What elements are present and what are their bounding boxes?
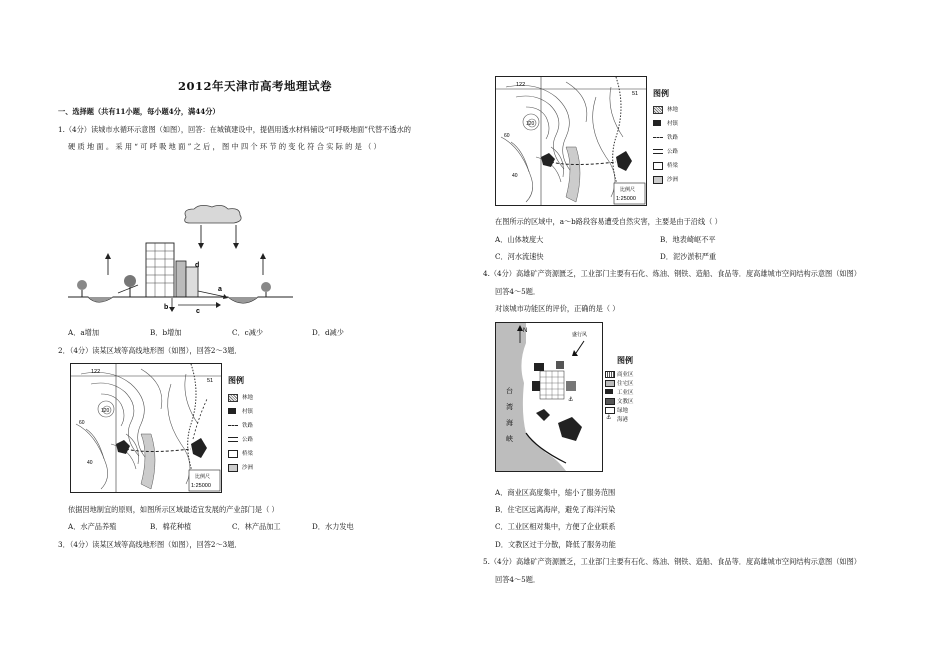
scale-value: 1:25000 (616, 196, 636, 202)
legend-education: 文教区 (617, 399, 634, 405)
topo-legend-title-right: 图例 (653, 88, 669, 98)
contour-label: 60 (504, 133, 510, 139)
legend-bridge: 桥梁 (667, 163, 679, 169)
legend-industrial: 工业区 (617, 390, 634, 396)
q3-option-b[interactable]: B．地表崎岖不平 (660, 235, 716, 244)
q5-stem: 5.（4分）高雄矿产资源匮乏，工业部门主要有石化、炼油、钢铁、造船、食品等．度高雄城市空间结构示意图（如图） (483, 557, 861, 566)
contour-label: 122 (91, 369, 101, 375)
fig-label-d: d (195, 262, 200, 269)
legend-village: 村镇 (242, 409, 254, 415)
q4-stem2: 回答4～5题． (495, 287, 541, 296)
topo-legend-left (228, 392, 268, 476)
water-cycle-figure (68, 205, 298, 315)
topo-legend-title-left: 图例 (228, 375, 244, 385)
city-legend-title: 图例 (617, 355, 633, 365)
topo-map-right (495, 76, 647, 206)
legend-residential: 住宅区 (617, 381, 634, 387)
legend-commercial: 商业区 (617, 372, 634, 378)
fig-label-a: a (218, 286, 222, 293)
legend-greenland: 绿地 (617, 408, 629, 414)
legend-forest: 林地 (242, 395, 254, 401)
q2-option-b[interactable]: B．棉花种植 (150, 522, 192, 531)
sea-label-2: 湾 (506, 403, 513, 411)
scale-label: 比例尺 (195, 474, 211, 480)
contour-label: 122 (516, 82, 526, 88)
q4-option-b[interactable]: B．住宅区远离海岸，避免了海洋污染 (495, 505, 616, 514)
port-icon: ⚓ (568, 396, 574, 403)
fig-label-b: b (164, 304, 169, 311)
sea-label-4: 峡 (506, 435, 513, 443)
fig-label-c: c (196, 308, 200, 315)
q1-option-a[interactable]: A．a增加 (68, 328, 100, 337)
q2-question: 依据因地制宜的原则，如图所示区域最适宜发展的产业部门是（ ） (68, 505, 279, 514)
contour-label: 40 (512, 173, 518, 179)
q1-option-c[interactable]: C．c减少 (232, 328, 264, 337)
contour-label: 51 (632, 91, 639, 97)
topo-legend-right (653, 104, 693, 188)
topo-map-left (70, 363, 222, 493)
contour-label: 120 (101, 408, 110, 414)
legend-road: 公路 (667, 149, 679, 155)
page-title: 2012年天津市高考地理试卷 (178, 79, 333, 93)
legend-harbor: 海港 (617, 417, 629, 423)
legend-road: 公路 (242, 437, 254, 443)
q4-option-c[interactable]: C．工业区相对集中，方便了企业联系 (495, 522, 616, 531)
q4-option-d[interactable]: D．文教区过于分散，降低了服务功能 (495, 540, 616, 549)
scale-label: 比例尺 (620, 187, 636, 193)
legend-railway: 铁路 (667, 135, 679, 141)
q4-option-a[interactable]: A．商业区高度集中，缩小了服务范围 (495, 488, 616, 497)
q4-question: 对该城市功能区的评价，正确的是（ ） (495, 304, 620, 313)
cloud-icon (185, 205, 241, 223)
q2-option-c[interactable]: C．林产品加工 (232, 522, 281, 531)
contour-label: 51 (207, 378, 214, 384)
q1-stem-line1: 1.（4分）读城市水循环示意图（如图），回答：在城镇建设中，提倡用透水材料铺设“可呼吸地面”代替不透水的 (58, 125, 411, 134)
legend-sandbar: 沙洲 (242, 465, 254, 471)
north-label: N (523, 328, 528, 334)
legend-forest: 林地 (667, 107, 679, 113)
q2-option-d[interactable]: D．水力发电 (312, 522, 354, 531)
q4-stem: 4.（4分）高雄矿产资源匮乏，工业部门主要有石化、炼油、钢铁、造船、食品等．度高雄城市空间结构示意图（如图） (483, 269, 861, 278)
legend-village: 村镇 (667, 121, 679, 127)
q5-stem2: 回答4～5题． (495, 575, 541, 584)
harbor-icon: ⚓ (606, 414, 612, 421)
legend-railway: 铁路 (242, 423, 254, 429)
q2-stem: 2．（4分）读某区域等高线地形图（如图），回答2～3题． (58, 346, 242, 355)
q3-question: 在图所示的区域中，a～b路段容易遭受自然灾害，主要是由于沿线（ ） (495, 217, 722, 226)
scale-value: 1:25000 (191, 483, 211, 489)
q1-option-b[interactable]: B．b增加 (150, 328, 182, 337)
q2-option-a[interactable]: A．水产品养殖 (68, 522, 117, 531)
contour-label: 60 (79, 420, 85, 426)
city-legend (605, 370, 655, 424)
sea-label-3: 海 (506, 419, 513, 427)
q3-option-d[interactable]: D．泥沙淤积严重 (660, 252, 717, 261)
wind-label: 盛行风 (572, 333, 588, 338)
q3-option-a[interactable]: A．山体坡度大 (495, 235, 544, 244)
q3-stem: 3．（4分）读某区域等高线地形图（如图），回答2～3题． (58, 540, 242, 549)
sea-label-1: 台 (506, 387, 513, 395)
city-structure-map (495, 322, 603, 472)
q3-option-c[interactable]: C．河水流速快 (495, 252, 544, 261)
contour-label: 40 (87, 460, 93, 466)
legend-bridge: 桥梁 (242, 451, 254, 457)
q1-option-d[interactable]: D．d减少 (312, 328, 344, 337)
section-heading: 一、选择题（共有11小题，每小题4分，满44分） (58, 107, 220, 116)
contour-label: 120 (526, 121, 535, 127)
q1-stem-line2: 硬 质 地 面 。 采 用 “ 可 呼 吸 地 面 ” 之 后 ， 图 中 四 个 环 节 的 变 化 符 合 实 际 的 是 （ ） (68, 142, 381, 151)
legend-sandbar: 沙洲 (667, 177, 679, 183)
